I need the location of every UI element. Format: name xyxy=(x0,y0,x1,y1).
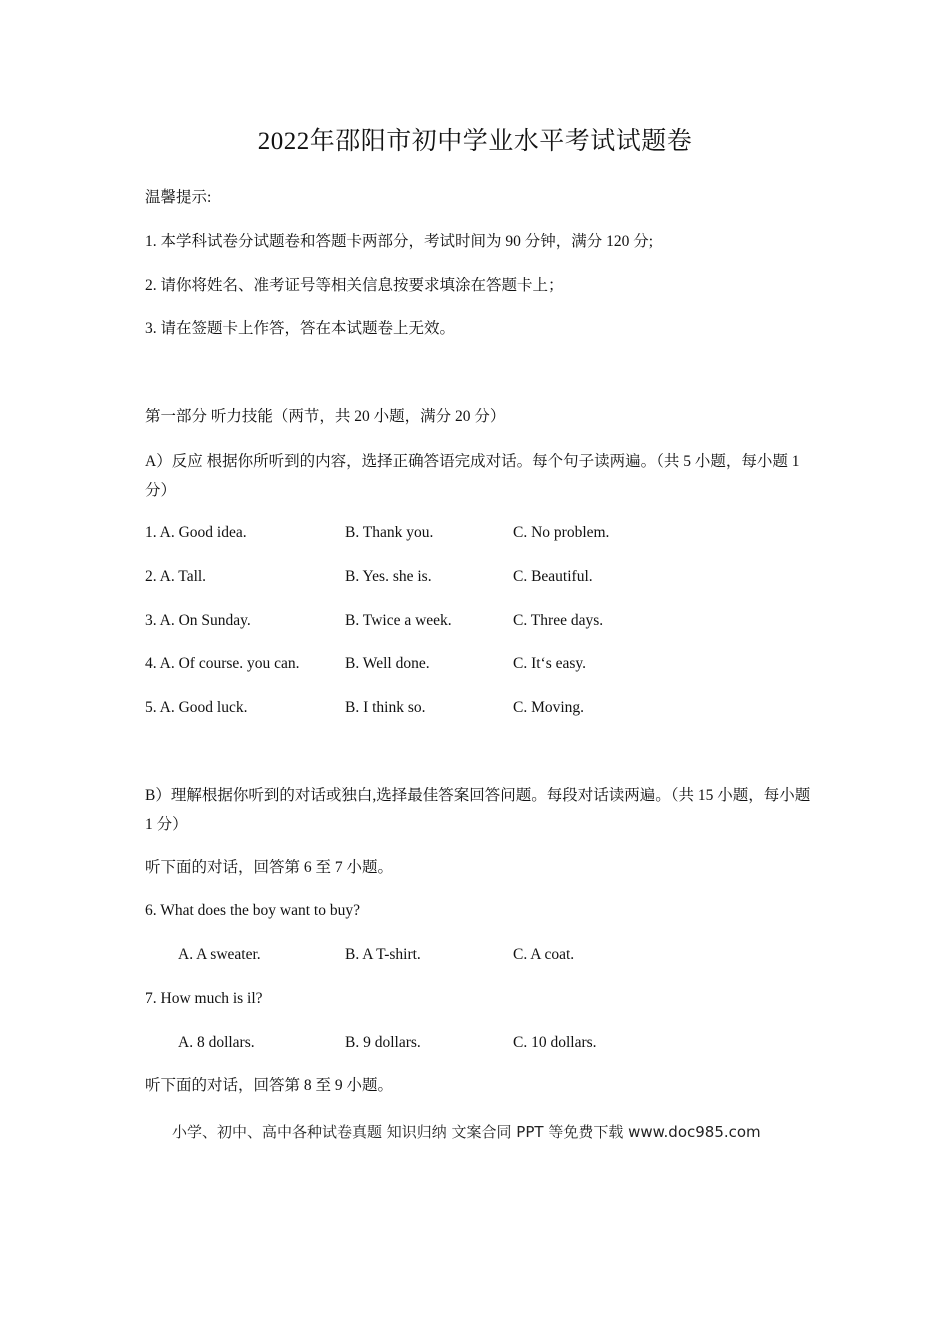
option-b: B. Thank you. xyxy=(345,524,434,541)
note-item: 3. 请在签题卡上作答，答在本试题卷上无效。 xyxy=(145,320,456,337)
option-a: A. 8 dollars. xyxy=(178,1034,255,1051)
option-a: A. A sweater. xyxy=(178,946,261,963)
option-c: C. It‘s easy. xyxy=(513,655,587,672)
option-b: B. Well done. xyxy=(345,655,430,672)
notes-heading: 温馨提示: xyxy=(145,189,212,206)
option-a: 5. A. Good luck. xyxy=(145,699,248,716)
option-c: C. No problem. xyxy=(513,524,610,541)
note-item: 2. 请你将姓名、准考证号等相关信息按要求填涂在答题卡上； xyxy=(145,277,564,294)
note-item: 1. 本学科试卷分试题卷和答题卡两部分，考试时间为 90 分钟，满分 120 分; xyxy=(145,233,654,250)
question-stem: 6. What does the boy want to buy? xyxy=(145,902,360,919)
option-c: C. 10 dollars. xyxy=(513,1034,597,1051)
option-b: B. A T-shirt. xyxy=(345,946,421,963)
dialog-instruction: 听下面的对话，回答第 8 至 9 小题。 xyxy=(145,1077,394,1094)
option-b: B. 9 dollars. xyxy=(345,1034,421,1051)
part1-heading: 第一部分 听力技能（两节，共 20 小题，满分 20 分） xyxy=(145,408,506,425)
option-a: 1. A. Good idea. xyxy=(145,524,247,541)
option-c: C. A coat. xyxy=(513,946,575,963)
footer-ad: 小学、初中、高中各种试卷真题 知识归纳 文案合同 PPT 等免费下载 www.doc985.com xyxy=(172,1123,761,1141)
option-a: 4. A. Of course. you can. xyxy=(145,655,300,672)
section-b-instructions: B）理解根据你听到的对话或独白,选择最佳答案回答问题。每段对话读两遍。（共 15 小题，每小题 1 分） xyxy=(145,787,811,833)
dialog-instruction: 听下面的对话，回答第 6 至 7 小题。 xyxy=(145,859,394,876)
option-a: 3. A. On Sunday. xyxy=(145,612,251,629)
option-b: B. Yes. she is. xyxy=(345,568,432,585)
option-c: C. Beautiful. xyxy=(513,568,593,585)
option-a: 2. A. Tall. xyxy=(145,568,207,585)
option-b: B. I think so. xyxy=(345,699,426,716)
section-a-instructions: A）反应 根据你所听到的内容，选择正确答语完成对话。每个句子读两遍。（共 5 小题，每小题 1 分） xyxy=(145,453,800,499)
option-c: C. Three days. xyxy=(513,612,604,629)
option-c: C. Moving. xyxy=(513,699,585,716)
page-title: 2022年邵阳市初中学业水平考试试题卷 xyxy=(257,128,693,155)
question-stem: 7. How much is il? xyxy=(145,990,263,1007)
option-b: B. Twice a week. xyxy=(345,612,452,629)
